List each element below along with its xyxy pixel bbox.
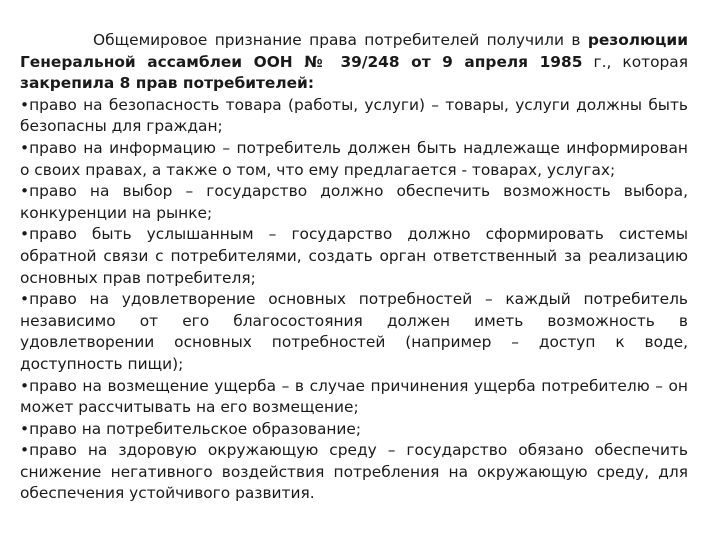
intro-text-1: Общемировое признание права потребителей получили в xyxy=(93,31,588,49)
eight-rights-heading: закрепила 8 прав потребителей xyxy=(20,74,308,93)
right-to-be-heard: •право быть услышанным – государство должно сформировать системы обратной связи с потребителями, создать орган ответственный за реализацию основных прав потребителя; xyxy=(20,225,688,287)
right-safety: •право на безопасность товара (работы, услуги) – товары, услуги должны быть безопасны для граждан; xyxy=(20,95,688,136)
right-information: •право на информацию – потребитель должен быть надлежаще информирован о своих правах, а также о том, что ему предлагается - товарах, услугах; xyxy=(20,138,688,179)
right-healthy-environment: •право на здоровую окружающую среду – государство обязано обеспечить снижение негативного воздействия потребления на окружающую среду, для обеспечения устойчивого развития. xyxy=(20,441,688,503)
right-education: •право на потребительское образование; xyxy=(20,419,362,438)
resolution-reference: резолюции Генеральной ассамблеи ООН № 39/248 от 9 апреля 1985 xyxy=(20,31,688,71)
document-body xyxy=(20,30,688,505)
intro-text-2: г., которая xyxy=(582,52,688,71)
intro-colon: : xyxy=(307,74,314,93)
right-compensation: •право на возмещение ущерба – в случае причинения ущерба потребителю – он может рассчитывать на его возмещение; xyxy=(20,376,688,417)
right-choice: •право на выбор – государство должно обеспечить возможность выбора, конкуренции на рынке; xyxy=(20,182,688,222)
intro-paragraph xyxy=(20,30,688,95)
right-basic-needs: •право на удовлетворение основных потребностей – каждый потребитель независимо от его благосостояния должен иметь возможность в удовлетворении основных потребностей (например – доступ к воде, доступность пищи); xyxy=(20,290,688,373)
